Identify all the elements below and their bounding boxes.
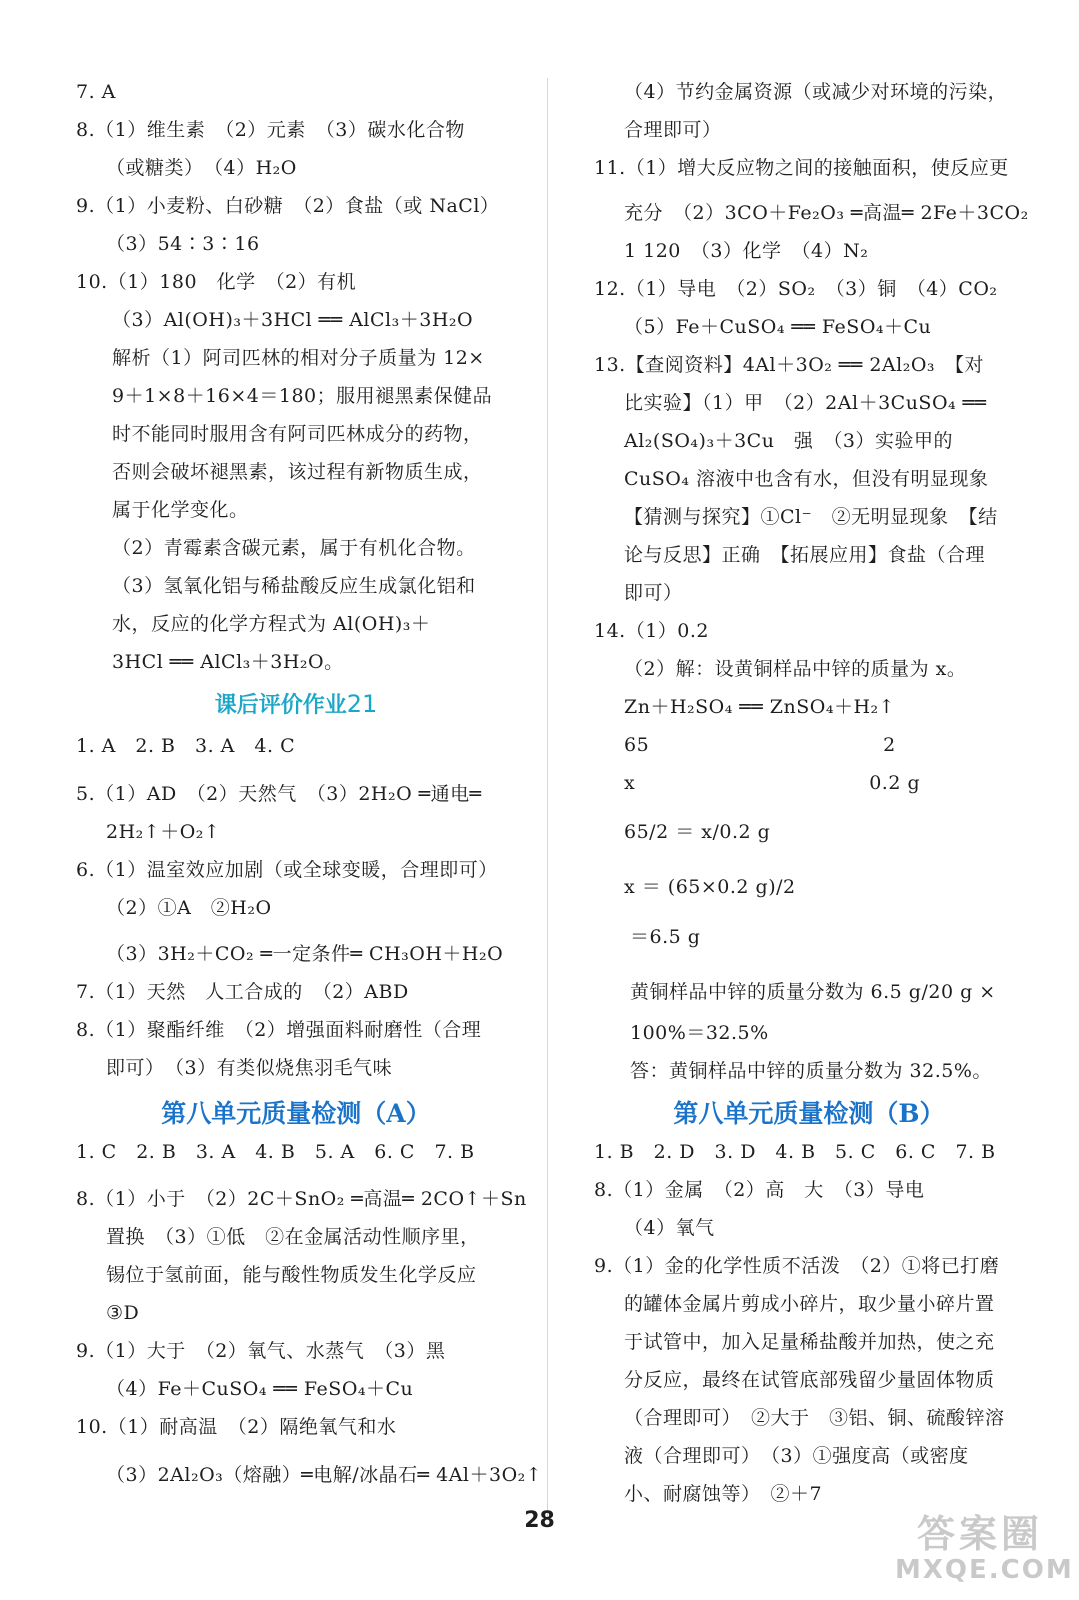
right-answer-line: 液（合理即可） （3）①强度高（或密度: [624, 1445, 969, 1467]
right-answer-line: x ＝ (65×0.2 g)/2: [624, 876, 796, 898]
right-answer-line: （5）Fe＋CuSO₄ ══ FeSO₄＋Cu: [624, 316, 932, 338]
left-answer-line: （2）青霉素含碳元素，属于有机化合物。: [112, 537, 476, 559]
left-answer-line: 9.（1）大于 （2）氧气、水蒸气 （3）黑: [76, 1340, 446, 1362]
left-answer-line: 2H₂↑＋O₂↑: [106, 821, 221, 843]
homework-heading: [76, 688, 516, 719]
right-answer-line: 【猜测与探究】①Cl⁻ ②无明显现象 【结: [624, 506, 998, 528]
watermark: [895, 1512, 1074, 1592]
left-answer-line: （2）①A ②H₂O: [106, 897, 272, 919]
left-answer-line: 1. C 2. B 3. A 4. B 5. A 6. C 7. B: [76, 1141, 475, 1163]
left-answer-line: （3）2Al₂O₃（熔融）═电解/冰晶石═ 4Al＋3O₂↑: [106, 1464, 543, 1486]
left-answer-line: 即可） （3）有类似烧焦羽毛气味: [106, 1057, 393, 1079]
left-answer-line: （4）Fe＋CuSO₄ ══ FeSO₄＋Cu: [106, 1378, 414, 1400]
left-answer-line: 否则会破坏褪黑素，该过程有新物质生成，: [112, 461, 483, 483]
left-answer-line: 1. A 2. B 3. A 4. C: [76, 735, 296, 757]
left-answer-line: 10.（1）180 化学 （2）有机: [76, 271, 357, 293]
right-answer-line: 100%＝32.5%: [630, 1022, 769, 1044]
right-answer-line: 11.（1）增大反应物之间的接触面积，使反应更: [594, 157, 1009, 179]
left-answer-line: 6.（1）温室效应加剧（或全球变暖，合理即可）: [76, 859, 498, 881]
left-answer-line: 5.（1）AD （2）天然气 （3）2H₂O ═通电═: [76, 783, 482, 805]
right-answer-line: 小、耐腐蚀等） ②＋7: [624, 1483, 823, 1505]
left-answer-line: 10.（1）耐高温 （2）隔绝氧气和水: [76, 1416, 397, 1438]
right-answer-line: 即可）: [624, 582, 683, 604]
left-answer-line: 属于化学变化。: [112, 499, 249, 521]
left-answer-line: ③D: [106, 1302, 140, 1324]
left-answer-line: 8.（1）维生素 （2）元素 （3）碳水化合物: [76, 119, 465, 141]
right-answer-line: （4）氧气: [624, 1217, 715, 1239]
right-answer-line: （2）解：设黄铜样品中锌的质量为 x。: [624, 658, 967, 680]
left-answer-line: 3HCl ══ AlCl₃＋3H₂O。: [112, 651, 344, 673]
left-answer-line: 9＋1×8＋16×4＝180；服用褪黑素保健品: [112, 385, 493, 407]
right-answer-line: 论与反思】正确 【拓展应用】食盐（合理: [624, 544, 986, 566]
right-answer-line: 12.（1）导电 （2）SO₂ （3）铜 （4）CO₂: [594, 278, 998, 300]
left-answer-line: 解析（1）阿司匹林的相对分子质量为 12×: [112, 347, 485, 369]
right-answer-line: 合理即可）: [624, 119, 722, 141]
right-answer-line: 65 2: [624, 734, 896, 756]
left-answer-line: 时不能同时服用含有阿司匹林成分的药物，: [112, 423, 483, 445]
unit8-a-heading: 第八单元质量检测（A）: [161, 1099, 431, 1128]
unit8-b-heading: 第八单元质量检测（B）: [673, 1099, 945, 1128]
left-answer-line: 锡位于氢前面，能与酸性物质发生化学反应: [106, 1264, 477, 1286]
homework-heading-title: 课后评价作业: [214, 693, 347, 718]
watermark-line1: 答案圈: [916, 1512, 1043, 1556]
right-answer-line: Zn＋H₂SO₄ ══ ZnSO₄＋H₂↑: [624, 696, 896, 718]
page-number: 28: [524, 1508, 555, 1533]
left-answer-line: 水，反应的化学方程式为 Al(OH)₃＋: [112, 613, 431, 635]
right-answer-line: CuSO₄ 溶液中也含有水，但没有明显现象: [624, 468, 989, 490]
left-answer-line: 7. A: [76, 81, 116, 103]
right-answer-line: 分反应，最终在试管底部残留少量固体物质: [624, 1369, 995, 1391]
left-answer-line: 8.（1）小于 （2）2C＋SnO₂ ═高温═ 2CO↑＋Sn: [76, 1188, 527, 1210]
left-answer-line: （3）3H₂＋CO₂ ═一定条件═ CH₃OH＋H₂O: [106, 943, 504, 965]
right-answer-line: 充分 （2）3CO＋Fe₂O₃ ═高温═ 2Fe＋3CO₂: [624, 202, 1029, 224]
left-answer-line: 7.（1）天然 人工合成的 （2）ABD: [76, 981, 409, 1003]
right-answer-line: 13.【查阅资料】4Al＋3O₂ ══ 2Al₂O₃ 【对: [594, 354, 985, 376]
homework-heading-number: 21: [346, 690, 378, 718]
left-answer-line: （或糖类） （4）H₂O: [106, 157, 297, 179]
column-divider: [547, 78, 548, 1518]
left-answer-line: 置换 （3）①低 ②在金属活动性顺序里，: [106, 1226, 480, 1248]
right-answer-line: （4）节约金属资源（或减少对环境的污染，: [624, 81, 1008, 103]
right-answer-line: （合理即可） ②大于 ③铝、铜、硫酸锌溶: [624, 1407, 1005, 1429]
right-answer-line: 于试管中，加入足量稀盐酸并加热，使之充: [624, 1331, 995, 1353]
right-answer-line: 的罐体金属片剪成小碎片，取少量小碎片置: [624, 1293, 995, 1315]
left-answer-line: 8.（1）聚酯纤维 （2）增强面料耐磨性（合理: [76, 1019, 482, 1041]
right-answer-line: 65/2 ＝ x/0.2 g: [624, 821, 771, 843]
right-answer-line: 8.（1）金属 （2）高 大 （3）导电: [594, 1179, 925, 1201]
left-answer-line: （3）54∶3∶16: [106, 233, 260, 255]
right-answer-line: 1 120 （3）化学 （4）N₂: [624, 240, 869, 262]
watermark-line2: MXQE.COM: [895, 1555, 1074, 1585]
right-answer-line: x 0.2 g: [624, 772, 921, 794]
right-answer-line: 1. B 2. D 3. D 4. B 5. C 6. C 7. B: [594, 1141, 996, 1163]
left-answer-line: 9.（1）小麦粉、白砂糖 （2）食盐（或 NaCl）: [76, 195, 500, 217]
right-answer-line: ＝6.5 g: [630, 926, 701, 948]
right-answer-line: 黄铜样品中锌的质量分数为 6.5 g/20 g ×: [630, 981, 996, 1003]
right-answer-line: Al₂(SO₄)₃＋3Cu 强 （3）实验甲的: [624, 430, 954, 452]
left-answer-line: （3）氢氧化铝与稀盐酸反应生成氯化铝和: [112, 575, 476, 597]
right-answer-line: 14.（1）0.2: [594, 620, 710, 642]
right-answer-line: 比实验】（1）甲 （2）2Al＋3CuSO₄ ══: [624, 392, 987, 414]
right-answer-line: 9.（1）金的化学性质不活泼 （2）①将已打磨: [594, 1255, 1000, 1277]
right-answer-line: 答：黄铜样品中锌的质量分数为 32.5%。: [630, 1060, 992, 1082]
left-answer-line: （3）Al(OH)₃＋3HCl ══ AlCl₃＋3H₂O: [112, 309, 474, 331]
